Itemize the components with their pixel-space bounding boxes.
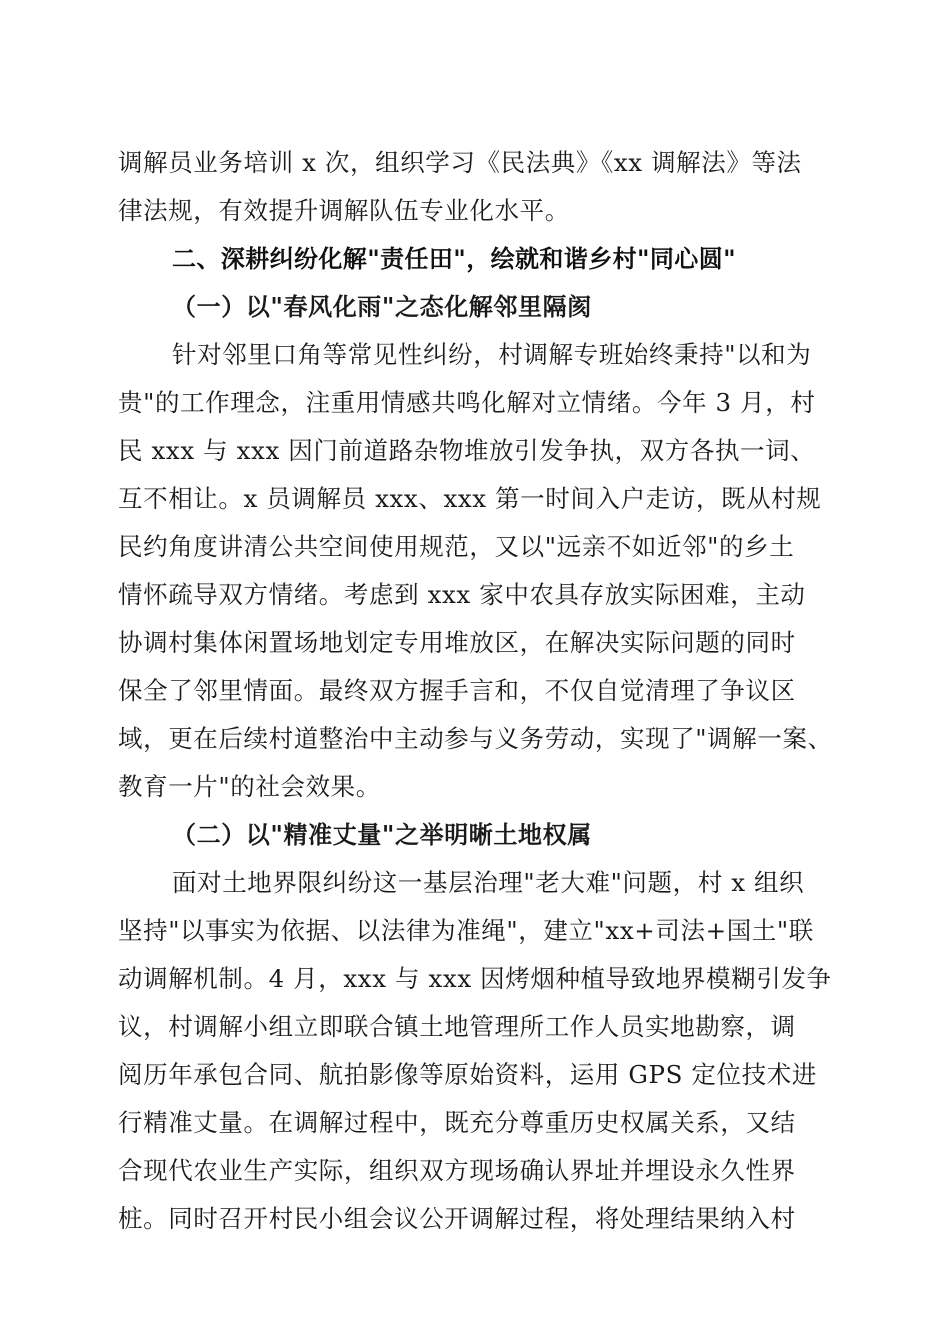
intro-line-2: 律法规，有效提升调解队伍专业化水平。 — [118, 196, 570, 225]
paragraph-2-line-1: 面对土地界限纠纷这一基层治理"老大难"问题，村 x 组织 — [172, 868, 805, 897]
section-heading: 二、深耕纠纷化解"责任田"，绘就和谐乡村"同心圆" — [172, 245, 737, 273]
intro-line-1: 调解员业务培训 x 次，组织学习《民法典》《xx 调解法》等法 — [118, 148, 802, 177]
paragraph-2-line-8: 桩。同时召开村民小组会议公开调解过程，将处理结果纳入村 — [118, 1204, 796, 1233]
paragraph-1-line-5: 民约角度讲清公共空间使用规范，又以"远亲不如近邻"的乡土 — [118, 532, 795, 561]
subsection-2-title: （二）以"精准丈量"之举明晰土地权属 — [172, 820, 592, 849]
paragraph-1-line-4: 互不相让。x 员调解员 xxx、xxx 第一时间入户走访，既从村规 — [118, 484, 822, 513]
paragraph-1-line-3: 民 xxx 与 xxx 因门前道路杂物堆放引发争执，双方各执一词、 — [118, 436, 816, 465]
paragraph-2-line-5: 阅历年承包合同、航拍影像等原始资料，运用 GPS 定位技术进 — [118, 1060, 817, 1089]
paragraph-1-line-1: 针对邻里口角等常见性纠纷，村调解专班始终秉持"以和为 — [172, 340, 812, 369]
paragraph-1-line-7: 协调村集体闲置场地划定专用堆放区，在解决实际问题的同时 — [118, 628, 796, 657]
paragraph-1-line-8: 保全了邻里情面。最终双方握手言和，不仅自觉清理了争议区 — [118, 676, 796, 705]
paragraph-1-line-2: 贵"的工作理念，注重用情感共鸣化解对立情绪。今年 3 月，村 — [118, 388, 816, 417]
paragraph-2-line-7: 合现代农业生产实际，组织双方现场确认界址并埋设永久性界 — [118, 1156, 796, 1185]
paragraph-2-line-3: 动调解机制。4 月，xxx 与 xxx 因烤烟种植导致地界模糊引发争 — [118, 964, 832, 993]
paragraph-1-line-9: 域，更在后续村道整治中主动参与义务劳动，实现了"调解一案、 — [118, 724, 833, 753]
paragraph-1-line-6: 情怀疏导双方情绪。考虑到 xxx 家中农具存放实际困难，主动 — [118, 580, 806, 609]
subsection-1-title: （一）以"春风化雨"之态化解邻里隔阂 — [172, 292, 592, 321]
paragraph-2-line-4: 议，村调解小组立即联合镇土地管理所工作人员实地勘察，调 — [118, 1012, 796, 1041]
paragraph-1-line-10: 教育一片"的社会效果。 — [118, 772, 381, 801]
paragraph-2-line-2: 坚持"以事实为依据、以法律为准绳"，建立"xx+司法+国土"联 — [118, 916, 814, 945]
paragraph-2-line-6: 行精准丈量。在调解过程中，既充分尊重历史权属关系，又结 — [118, 1108, 796, 1137]
